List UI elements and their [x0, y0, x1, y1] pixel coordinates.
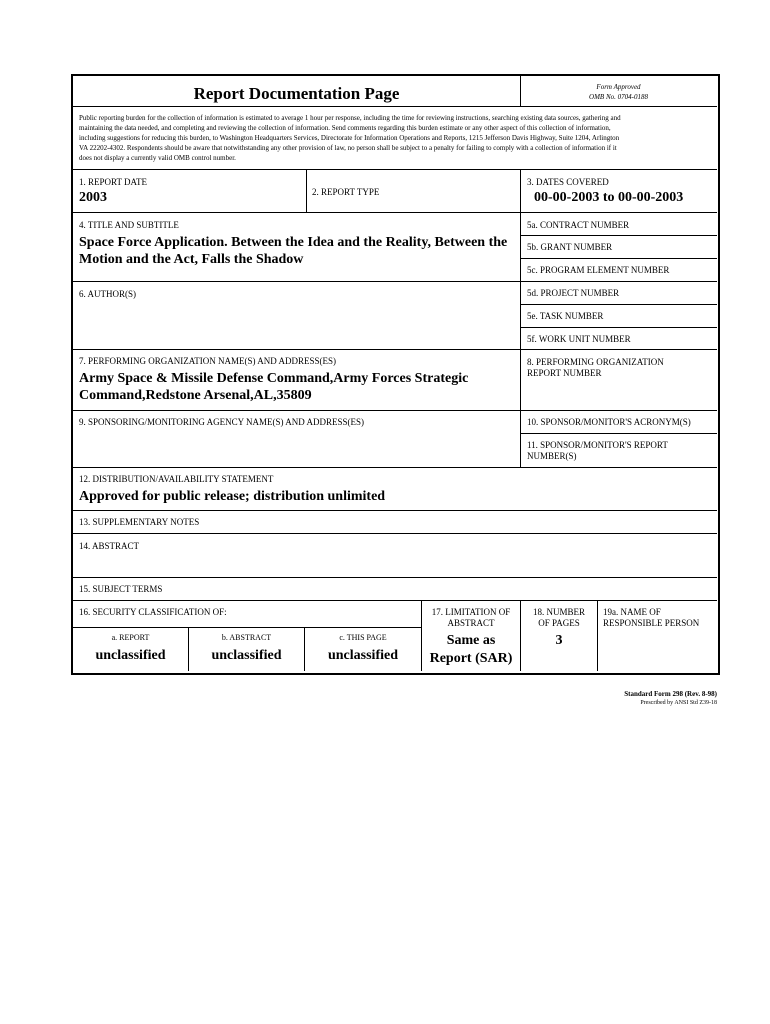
abstract-class-label: b. ABSTRACT — [221, 633, 272, 642]
pages-label-2: OF PAGES — [538, 618, 580, 628]
limitation-label-1: 17. LIMITATION OF — [431, 607, 511, 617]
omb-number: OMB No. 0704-0188 — [589, 93, 648, 101]
burden-line: including suggestions for reducing this burden, to Washington Headquarters Services, Directorate for Information Operations and Reports, 1215 Jefferson Davis Highway, Suite 1204, Arlington — [79, 134, 620, 142]
right-line-5d — [520, 304, 717, 305]
task-number-label: 5e. TASK NUMBER — [527, 311, 604, 321]
sponsor-report-label-1: 11. SPONSOR/MONITOR'S REPORT — [527, 440, 668, 450]
security-classification-label: 16. SECURITY CLASSIFICATION OF: — [79, 607, 227, 617]
row4-bottom-line — [72, 281, 717, 282]
report-class-label: a. REPORT — [111, 633, 150, 642]
burden-line: Public reporting burden for the collection of information is estimated to average 1 hour per response, including the time for reviewing instructions, searching existing data sources, gathering and — [79, 114, 621, 122]
row6-bottom-line — [72, 349, 717, 350]
dates-covered-label: 3. DATES COVERED — [527, 177, 609, 187]
abstract-classification: unclassified — [211, 648, 282, 663]
row12-bottom-line — [72, 510, 717, 511]
burden-line: VA 22202-4302. Respondents should be aware that notwithstanding any other provision of law, no person shall be subject to a penalty for failing to comply with a collection of information if it — [79, 144, 617, 152]
work-unit-label: 5f. WORK UNIT NUMBER — [527, 334, 631, 344]
page-title: Report Documentation Page — [193, 84, 400, 103]
title-line-2: Motion and the Act, Falls the Shadow — [79, 252, 304, 267]
sponsor-acronym-label: 10. SPONSOR/MONITOR'S ACRONYM(S) — [527, 417, 691, 427]
burden-line: maintaining the data needed, and completing and reviewing the collection of information. Send comments regarding this burden estimate or any other aspect of this collection of information, — [79, 124, 611, 132]
standard-form-label: Standard Form 298 (Rev. 8-98) — [624, 690, 717, 698]
sponsor-report-label-2: NUMBER(S) — [527, 451, 577, 461]
distribution-label: 12. DISTRIBUTION/AVAILABILITY STATEMENT — [79, 474, 274, 484]
sponsoring-agency-label: 9. SPONSORING/MONITORING AGENCY NAME(S) AND ADDRESS(ES) — [79, 417, 365, 427]
page-classification: unclassified — [327, 648, 398, 663]
row13-bottom-line — [72, 533, 717, 534]
row9-bottom-line — [72, 467, 717, 468]
right-line-5e — [520, 327, 717, 328]
performing-org-line-1: Army Space & Missile Defense Command,Army Forces Strategic — [79, 371, 469, 386]
abstract-label: 14. ABSTRACT — [79, 541, 140, 551]
report-classification: unclassified — [95, 648, 166, 663]
right-column-divider — [520, 212, 521, 467]
header-bottom-line — [72, 106, 717, 107]
row1-divider-a — [306, 169, 307, 212]
report-type-label: 2. REPORT TYPE — [312, 187, 380, 197]
report-date-label: 1. REPORT DATE — [79, 177, 148, 187]
performing-report-label-2: REPORT NUMBER — [527, 368, 602, 378]
subject-terms-label: 15. SUBJECT TERMS — [79, 584, 163, 594]
limitation-label-2: ABSTRACT — [447, 618, 495, 628]
row1-divider-b — [520, 169, 521, 213]
limitation-value-1: Same as — [446, 633, 496, 648]
pages-value: 3 — [555, 633, 563, 648]
authors-label: 6. AUTHOR(S) — [79, 289, 137, 299]
form-approved-text: Form Approved — [596, 83, 641, 91]
row1-bottom-line — [72, 212, 717, 213]
title-label: 4. TITLE AND SUBTITLE — [79, 220, 179, 230]
performing-org-line-2: Command,Redstone Arsenal,AL,35809 — [79, 388, 312, 403]
burden-line: does not display a currently valid OMB control number. — [79, 154, 236, 162]
row15-bottom-line — [72, 600, 717, 601]
burden-bottom-line — [72, 169, 717, 170]
performing-org-label: 7. PERFORMING ORGANIZATION NAME(S) AND ADDRESS(ES) — [79, 356, 337, 366]
report-date-value: 2003 — [79, 190, 107, 205]
page-class-label: c. THIS PAGE — [339, 633, 387, 642]
row7-bottom-line — [72, 410, 717, 411]
grant-number-label: 5b. GRANT NUMBER — [527, 242, 613, 252]
row14-bottom-line — [72, 577, 717, 578]
pages-label-1: 18. NUMBER — [532, 607, 585, 617]
responsible-person-label-2: RESPONSIBLE PERSON — [603, 618, 700, 628]
dates-covered-value: 00-00-2003 to 00-00-2003 — [534, 190, 684, 205]
security-sub-line — [72, 627, 421, 628]
distribution-statement: Approved for public release; distribution unlimited — [79, 489, 386, 504]
responsible-person-label-1: 19a. NAME OF — [603, 607, 661, 617]
burden-statement — [79, 113, 709, 163]
prescribed-by-label: Prescribed by ANSI Std Z39-18 — [640, 700, 717, 706]
performing-report-label-1: 8. PERFORMING ORGANIZATION — [527, 357, 664, 367]
contract-number-label: 5a. CONTRACT NUMBER — [527, 220, 630, 230]
title-line-1: Space Force Application. Between the Idea and the Reality, Between the — [79, 235, 508, 250]
project-number-label: 5d. PROJECT NUMBER — [527, 288, 620, 298]
limitation-value-2: Report (SAR) — [429, 651, 513, 666]
right-line-5b — [520, 258, 717, 259]
supplementary-notes-label: 13. SUPPLEMENTARY NOTES — [79, 517, 200, 527]
right-line-5a — [520, 235, 717, 236]
pages-divider — [597, 600, 598, 671]
program-element-label: 5c. PROGRAM ELEMENT NUMBER — [527, 265, 670, 275]
right-line-10 — [520, 433, 717, 434]
